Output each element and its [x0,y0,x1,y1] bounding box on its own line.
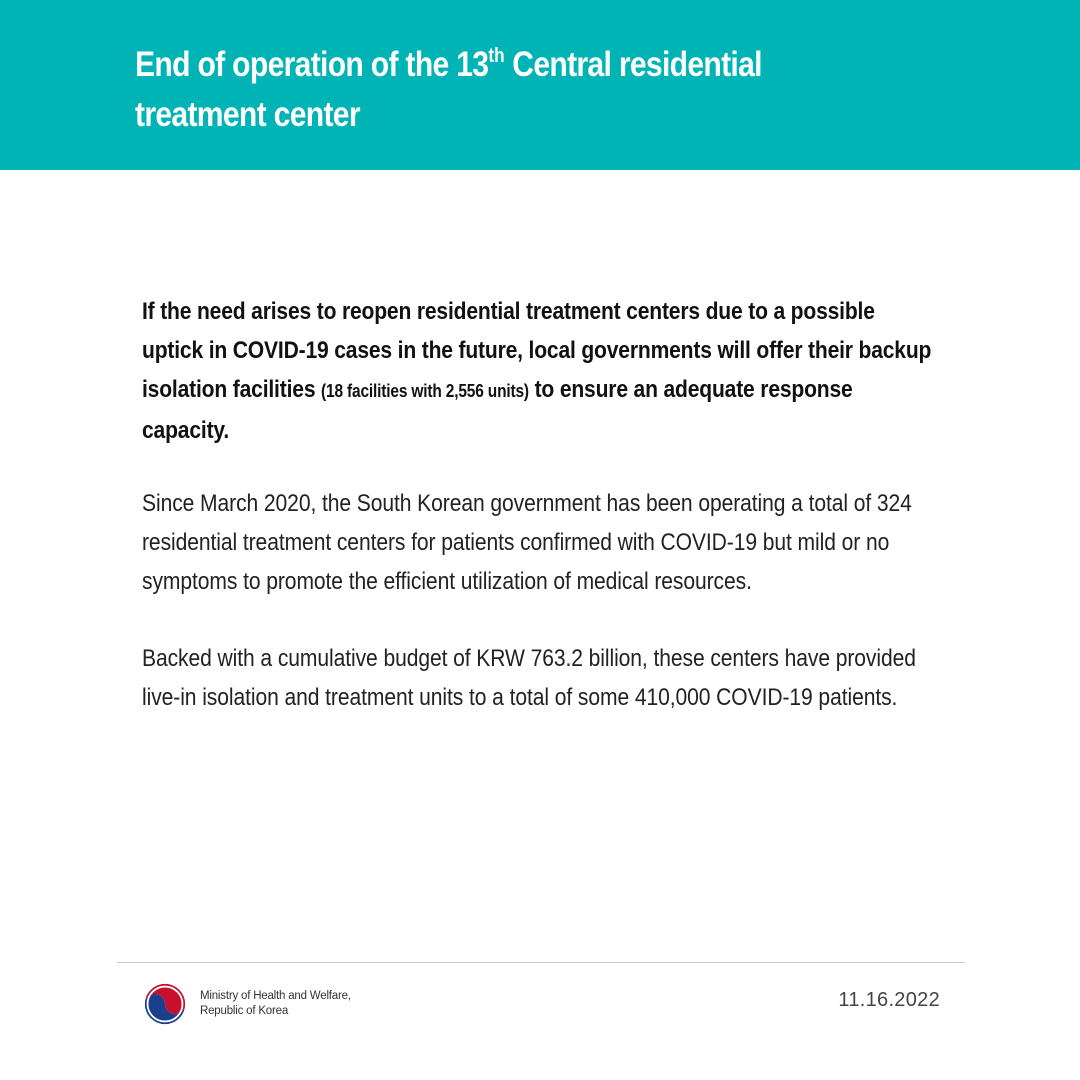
ministry-name-line2: Republic of Korea [200,1005,289,1017]
body-paragraph-budget: Backed with a cumulative budget of KRW 763.2 billion, these centers have provided live-in isolation and treatment units to a total of some 410,000 COVID-19 patients. [142,645,916,711]
title-ordinal-suffix: th [488,45,505,67]
footer-divider [117,962,965,963]
header-banner [0,0,1080,170]
lead-facilities-note: (18 facilities with 2,556 units) [321,381,529,401]
body-paragraph-history: Since March 2020, the South Korean government has been operating a total of 324 residential treatment centers for patients confirmed with COVID-19 but mild or no symptoms to promote the efficient utilization of medical resources. [142,490,912,595]
ministry-name-line1: Ministry of Health and Welfare, [200,990,351,1002]
title-text-start: End of operation of the 13 [135,45,489,84]
ministry-name [200,989,351,1019]
lead-text-end: to ensure an adequate response capacity. [142,376,853,444]
lead-text-start: If the need arises to reopen residential treatment centers due to a possible uptick in COVID-19 cases in the future, local governments will offer their backup isolation facilities [142,298,932,403]
publish-date: 11.16.2022 [838,989,940,1011]
page-title [135,40,875,140]
title-text-end: Central residential treatment center [135,45,762,134]
lead-paragraph [142,292,933,450]
taegeuk-emblem-icon [142,981,188,1027]
